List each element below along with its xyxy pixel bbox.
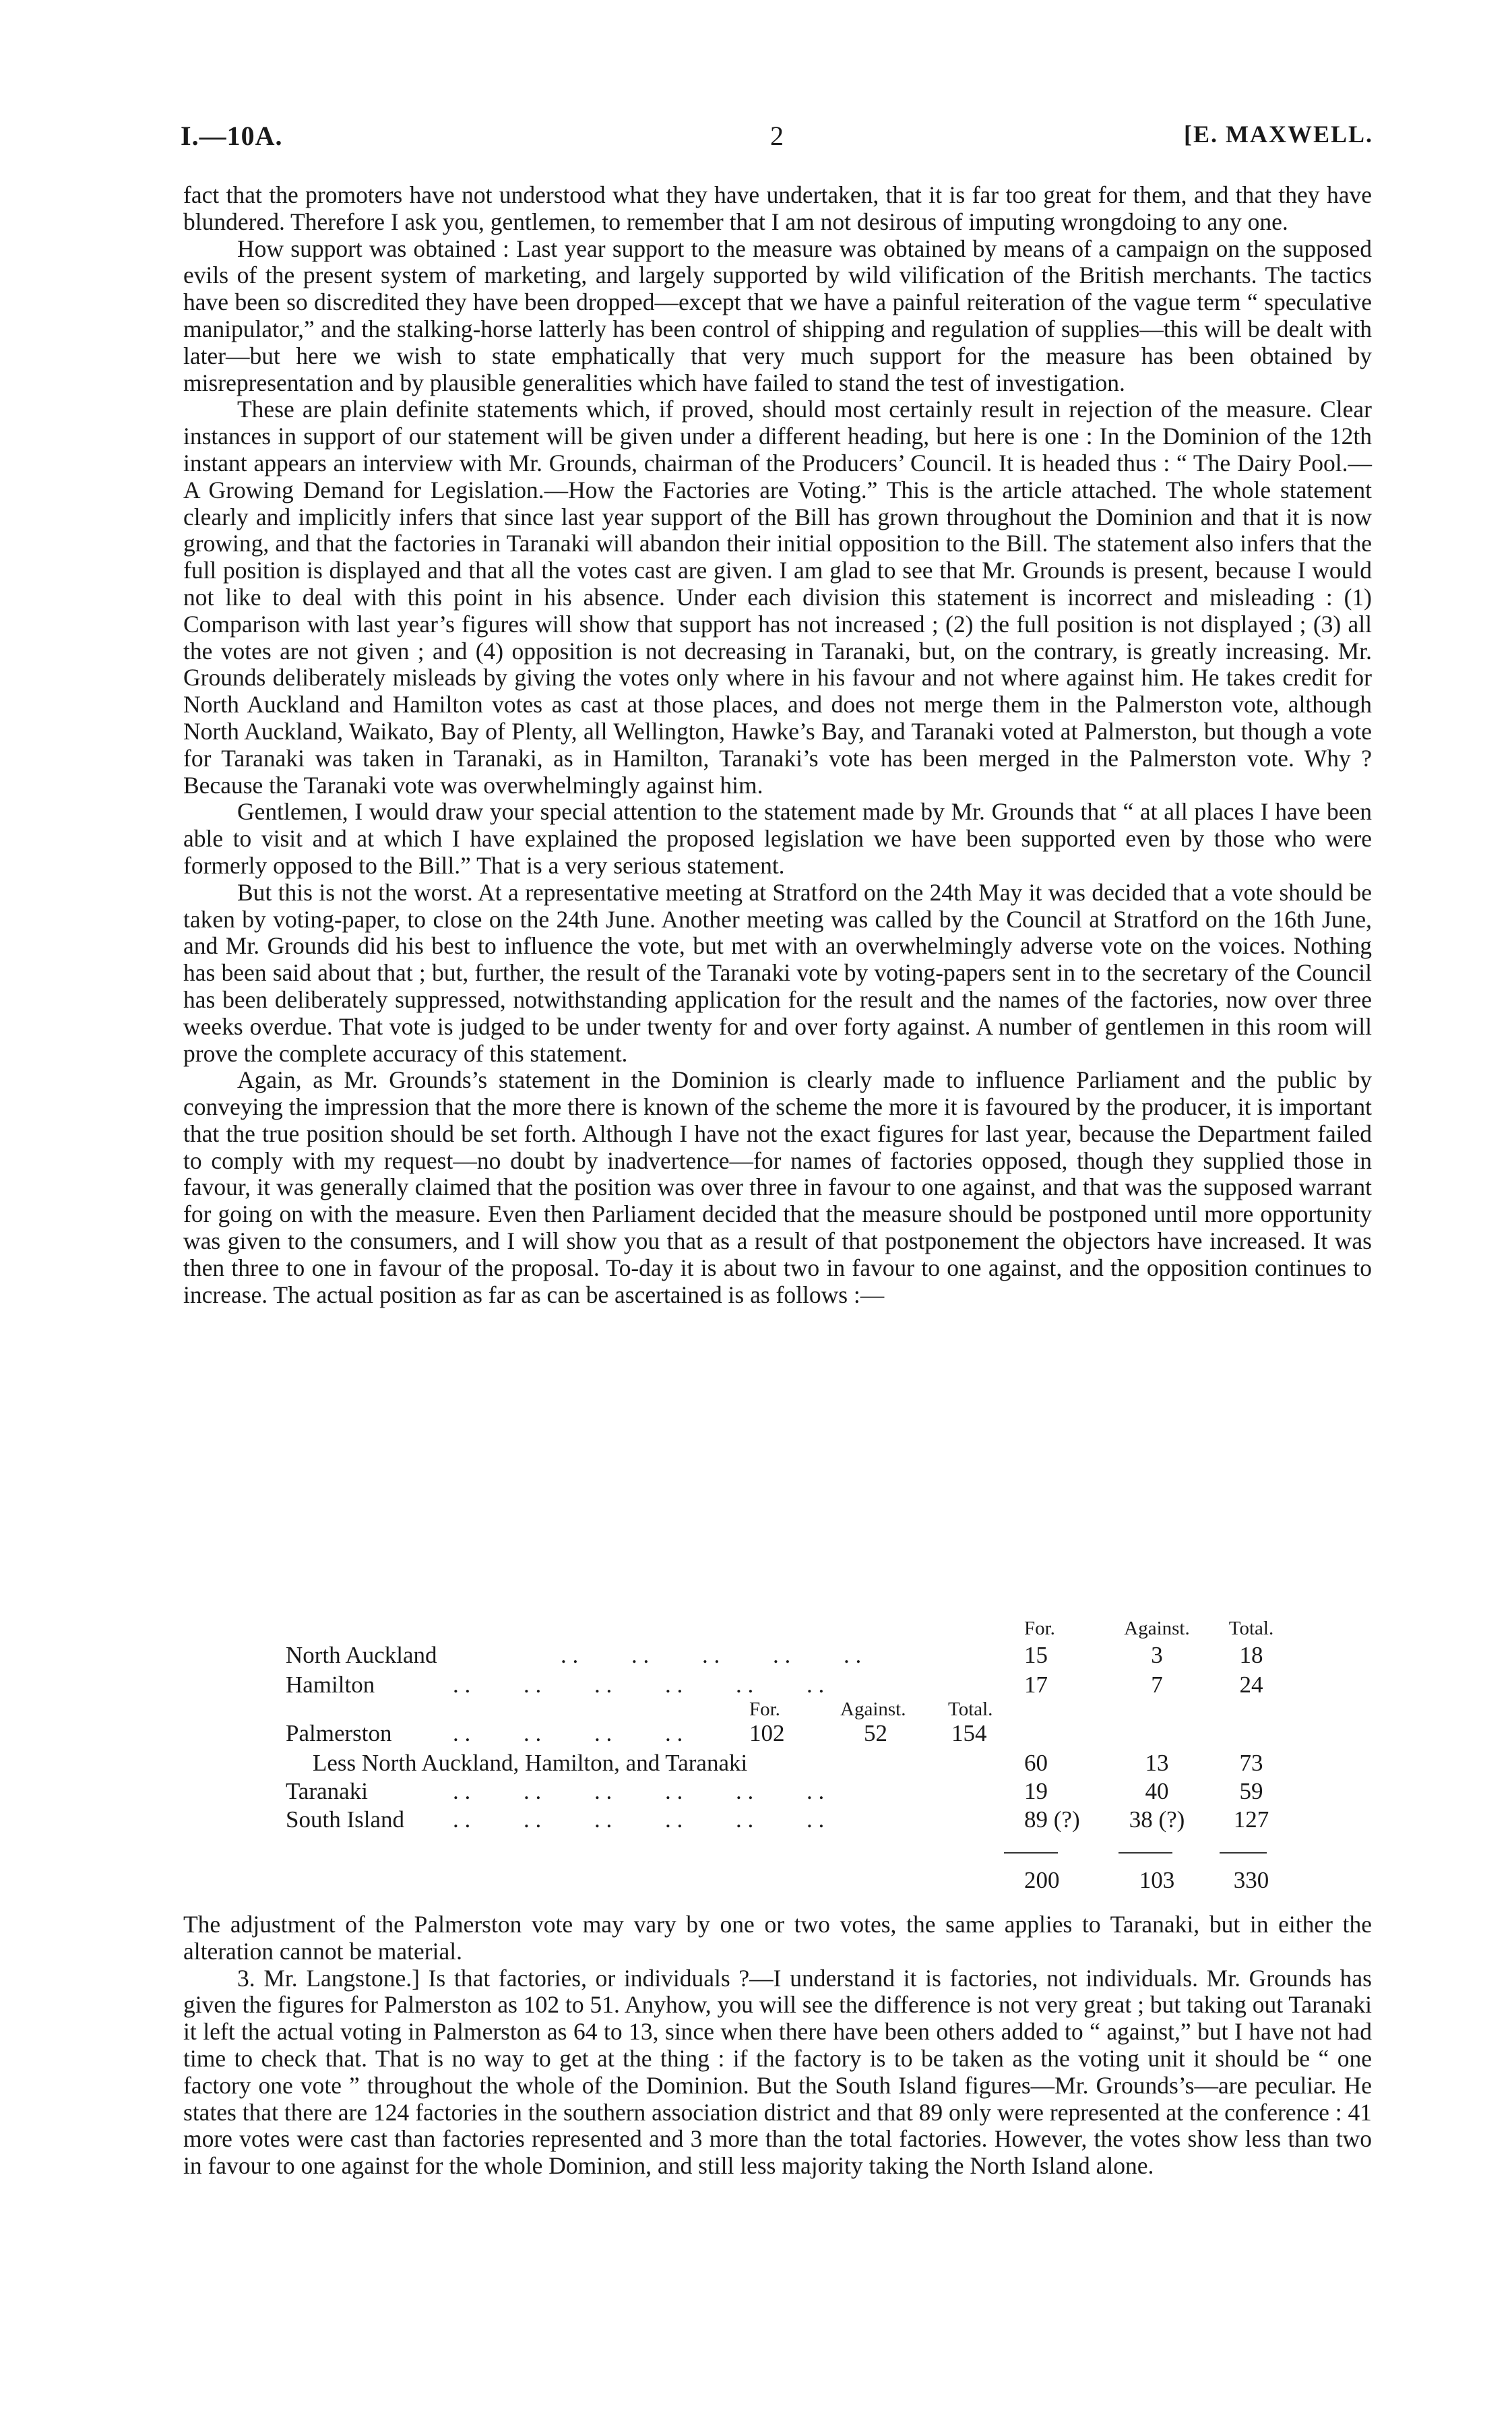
cell-for: 19	[1024, 1778, 1048, 1804]
paragraph: These are plain definite statements which, if proved, should most certainly result in rejection of the measure. Clear instances in support of our statement will be given under a different heading, but here is one : In the Dominion of the 12th instant appears an interview with Mr. Grounds, chairman of the Producers’ Council. It is headed thus : “ The Dairy Pool.—A Growing Demand for Legislation.—How the Factories are Voting.” This is the article attached. The whole statement clearly and implicitly infers that since last year support of the Bill has grown throughout the Dominion and that it is now growing, and that the factories in Taranaki will abandon their initial opposition to the Bill. The statement also infers that the full position is displayed and that all the votes cast are given. I am glad to see that Mr. Grounds is present, because I would not like to deal with this point in his absence. Under each division this statement is incorrect and misleading : (1) Comparison with last year’s figures will show that support has not increased ; (2) the full position is not displayed ; (3) all the votes are not given ; and (4) opposition is not decreasing in Taranaki, but, on the contrary, is greatly increasing. Mr. Grounds deliberately misleads by giving the votes only where in his favour and not where against him. He takes credit for North Auckland and Hamilton votes as cast at those places, and does not merge them in the Palmerston vote, although North Auckland, Waikato, Bay of Plenty, all Wellington, Hawke’s Bay, and Taranaki voted at Palmerston, but though a vote for Taranaki was taken in Taranaki, as in Hamilton, Taranaki’s vote has been merged in the Palmerston vote. Why ? Because the Taranaki vote was overwhelmingly against him.	[183, 396, 1372, 799]
cell-total: 73	[1239, 1750, 1263, 1776]
cell-against: 7	[1151, 1672, 1163, 1698]
paragraph: fact that the promoters have not understood what they have undertaken, that it is far too great for them, and that they have blundered. Therefore I ask you, gentlemen, to remember that I am not desirous of imputing wrongdoing to any one.	[183, 181, 1372, 235]
cell-against: 13	[1145, 1750, 1169, 1776]
body-text-bottom	[183, 1911, 1372, 2180]
sub-cell-against: 52	[864, 1720, 887, 1746]
cell-for: 60	[1024, 1750, 1048, 1776]
row-label: Less North Auckland, Hamilton, and Taranaki	[313, 1750, 748, 1776]
cell-for: 15	[1024, 1642, 1048, 1668]
total-total: 330	[1233, 1867, 1269, 1893]
page-header	[181, 120, 1373, 160]
sub-cell-for: 102	[749, 1720, 785, 1746]
total-for: 200	[1024, 1867, 1060, 1893]
sum-rule-for	[1004, 1852, 1058, 1854]
sum-rule-total	[1220, 1852, 1267, 1854]
document-reference: I.—10A.	[181, 121, 283, 151]
row-label: North Auckland	[286, 1642, 437, 1668]
cell-for: 17	[1024, 1672, 1048, 1698]
sub-header-for: For.	[749, 1698, 780, 1720]
page-number: 2	[770, 121, 784, 151]
sub-header-total: Total.	[948, 1698, 993, 1720]
paragraph: 3. Mr. Langstone.] Is that factories, or individuals ?—I understand it is factories, not individuals. Mr. Grounds has given the figures for Palmerston as 102 to 51. Anyhow, you will see the difference is not very great ; but taking out Taranaki it left the actual voting in Palmerston as 64 to 13, since when there have been others added to “ against,” but I have not had time to check that. That is no way to get at the thing : if the factory is to be taken as the voting unit it should be “ one factory one vote ” throughout the whole of the Dominion. But the South Island figures—Mr. Grounds’s—are peculiar. He states that there are 124 factories in the southern association district and that 89 only were represented at the conference : 41 more votes were cast than factories represented and 3 more than the total factories. However, the votes show less than two in favour to one against for the whole Dominion, and still less majority taking the North Island alone.	[183, 1964, 1372, 2180]
cell-against: 3	[1151, 1642, 1163, 1668]
leader-dots: . . . . . . . . . . . .	[453, 1672, 825, 1698]
row-label: Taranaki	[286, 1778, 368, 1804]
sub-cell-total: 154	[951, 1720, 987, 1746]
column-header-for: For.	[1024, 1618, 1055, 1639]
leader-dots: . . . . . . . .	[453, 1720, 683, 1746]
cell-total: 24	[1239, 1672, 1263, 1698]
cell-total: 59	[1239, 1778, 1263, 1804]
cell-total: 18	[1239, 1642, 1263, 1668]
speaker-name: [E. MAXWELL.	[1183, 121, 1373, 148]
cell-total: 127	[1233, 1806, 1269, 1833]
total-against: 103	[1139, 1867, 1175, 1893]
leader-dots: . . . . . . . . . . . .	[453, 1778, 825, 1804]
body-text-top	[183, 182, 1372, 1308]
leader-dots: . . . . . . . . . .	[561, 1642, 862, 1668]
cell-for: 89 (?)	[1024, 1806, 1080, 1833]
paragraph: The adjustment of the Palmerston vote may vary by one or two votes, the same applies to Taranaki, but in either the alteration cannot be material.	[183, 1911, 1372, 1965]
paragraph: How support was obtained : Last year support to the measure was obtained by means of a campaign on the supposed evils of the present system of marketing, and largely supported by wild vilification of the British merchants. The tactics have been so discredited they have been dropped—except that we have a painful reiteration of the vague term “ speculative manipulator,” and the stalking-horse latterly has been control of shipping and regulation of supplies—this will be dealt with later—but here we wish to state emphatically that very much support for the measure has been obtained by misrepresentation and by plausible generalities which have failed to stand the test of investigation.	[183, 235, 1372, 396]
column-header-against: Against.	[1124, 1618, 1190, 1639]
cell-against: 40	[1145, 1778, 1169, 1804]
paragraph: But this is not the worst. At a representative meeting at Stratford on the 24th May it was decided that a vote should be taken by voting-paper, to close on the 24th June. Another meeting was called by the Council at Stratford on the 16th June, and Mr. Grounds did his best to influence the vote, but met with an overwhelmingly adverse vote on the voices. Nothing has been said about that ; but, further, the result of the Taranaki vote by voting-papers sent in to the secretary of the Council has been deliberately suppressed, notwithstanding application for the result and the names of the factories, now over three weeks overdue. That vote is judged to be under twenty for and over forty against. A number of gentlemen in this room will prove the complete accuracy of this statement.	[183, 878, 1372, 1067]
column-header-total: Total.	[1228, 1618, 1274, 1639]
row-label: Palmerston	[286, 1720, 392, 1746]
leader-dots: . . . . . . . . . . . .	[453, 1806, 825, 1833]
paragraph: Again, as Mr. Grounds’s statement in the Dominion is clearly made to influence Parliament and the public by conveying the impression that the more there is known of the scheme the more it is favoured by the producer, it is important that the true position should be set forth. Although I have not the exact figures for last year, because the Department failed to comply with my request—no doubt by inadvertence—for names of factories opposed, though they supplied those in favour, it was generally claimed that the position was over three in favour to one against, and that was the supposed warrant for going on with the measure. Even then Parliament decided that the measure should be postponed until more opportunity was given to the consumers, and I will show you that as a result of that postponement the objectors have increased. It was then three to one in favour of the proposal. To-day it is about two in favour to one against, and the opposition continues to increase. The actual position as far as can be ascertained is as follows :—	[183, 1066, 1372, 1308]
row-label: Hamilton	[286, 1672, 375, 1698]
sub-header-against: Against.	[840, 1698, 906, 1720]
votes-table	[183, 1618, 1372, 1901]
row-label: South Island	[286, 1806, 404, 1833]
sum-rule-against	[1119, 1852, 1172, 1854]
paragraph: Gentlemen, I would draw your special attention to the statement made by Mr. Grounds that “ at all places I have been able to visit and at which I have explained the proposed legislation we have been supported even by those who were formerly opposed to the Bill.” That is a very serious statement.	[183, 798, 1372, 879]
cell-against: 38 (?)	[1129, 1806, 1185, 1833]
